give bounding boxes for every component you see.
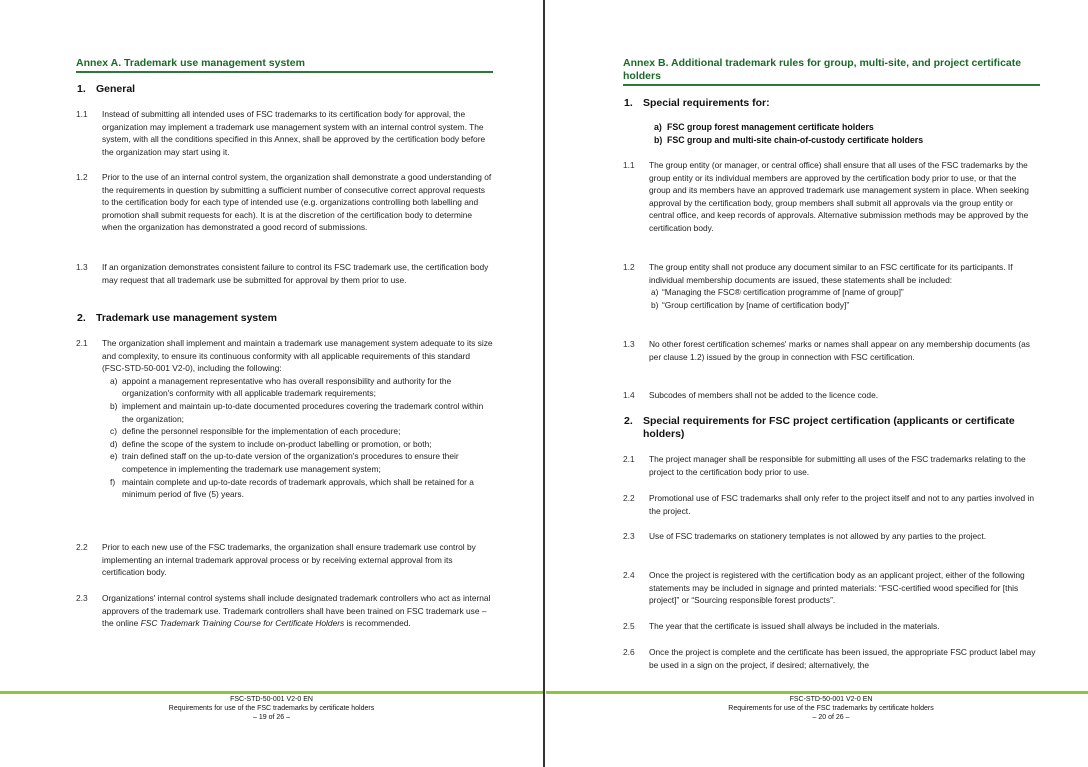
clause-text: Subcodes of members shall not be added to the licence code. <box>649 390 879 400</box>
section-title: Special requirements for: <box>643 97 770 109</box>
section-1-heading <box>624 97 1044 110</box>
clause-number: 1.3 <box>623 339 635 349</box>
list-item: c) define the personnel responsible for the implementation of each procedure; <box>110 426 401 437</box>
clause-number: 2.3 <box>623 531 635 541</box>
clause-1-2 <box>623 261 1039 311</box>
list-item: a) “Managing the FSC® certification programme of [name of group]” <box>651 287 904 298</box>
clause-2-2 <box>76 541 494 579</box>
clause-2-2 <box>623 492 1039 517</box>
training-course-title: FSC Trademark Training Course for Certificate Holders <box>140 618 345 629</box>
clause-text: The group entity (or manager, or central office) shall ensure that all uses of the FSC trademarks by the group entity or its individual members are approved by the certification body prior to use, or that the group and its members have an approved trademark use management system in place. When seeking approval by the certification body, group members shall submit all approvals via the group entity or central office, and keep records of approvals. Alternative submission methods may be approved by the certification body. <box>649 160 1029 233</box>
page-footer <box>546 695 1088 722</box>
footer-code: FSC-STD-50-001 V2-0 EN <box>789 696 873 703</box>
section-number: 2. <box>77 312 86 324</box>
clause-text: No other forest certification schemes' marks or names shall appear on any membership documents (as per clause 1.2) issued by the group in connection with FSC certification. <box>649 339 1030 362</box>
clause-2-1 <box>76 337 494 501</box>
list-item: e) train defined staff on the up-to-date version of the organization's procedures to ensure their competence in implementing the trademark use management system; <box>110 451 459 474</box>
clause-list <box>102 375 494 501</box>
section-number: 1. <box>624 97 633 109</box>
clause-2-1 <box>623 453 1039 478</box>
clause-text: Prior to each new use of the FSC trademarks, the organization shall ensure trademark use control by implementing an internal trademark approval process or by receiving external approval from its certification body. <box>102 542 476 578</box>
clause-number: 2.4 <box>623 570 635 580</box>
clause-text: Use of FSC trademarks on stationery templates is not allowed by any parties to the project. <box>649 531 987 541</box>
section-2-heading <box>624 415 1044 441</box>
clause-2-5 <box>623 620 1039 633</box>
section-number: 2. <box>624 415 633 427</box>
section-1-heading <box>77 83 497 96</box>
list-item: f) maintain complete and up-to-date records of trademark approvals, which shall be retained for a minimum period of five (5) years. <box>110 476 474 500</box>
section-title: Trademark use management system <box>96 312 277 324</box>
section-2-heading <box>77 312 497 325</box>
clause-text: The organization shall implement and maintain a trademark use management system adequate to its size and complexity, to ensure its continuous conformity with all applicable requirements of this standard (FSC-STD-50-001 V2-0), including the following: <box>102 338 493 374</box>
clause-text: Prior to the use of an internal control system, the organization shall demonstrate a good understanding of the requirements in question by submitting a sufficient number of consecutive correct approval requests to the certification body for each type of intended use (e.g. organizations controlling both labelling and promotion shall submit requests for each). It is at the discretion of the certification body to determine when the organization has demonstrated a good record of submissions. <box>102 172 492 233</box>
clause-number: 2.1 <box>76 338 88 348</box>
section-title: General <box>96 83 136 95</box>
page-19 <box>0 0 543 767</box>
clause-text: Organizations' internal control systems shall include designated trademark controllers who act as internal approvers of the trademark use. Trademark controllers shall have been trained on FSC trademark use – the online FSC Trademark Training Course for Certificate Holders is recommended. <box>102 593 491 629</box>
list-item: b) FSC group and multi-site chain-of-custody certificate holders <box>654 135 924 145</box>
clause-text: Promotional use of FSC trademarks shall only refer to the project itself and not to any parties involved in the project. <box>649 493 1034 516</box>
page-20 <box>546 0 1088 767</box>
clause-number: 2.3 <box>76 593 88 603</box>
clause-1-3 <box>76 261 494 286</box>
annex-a-title: Annex A. Trademark use management system <box>76 57 493 73</box>
clause-list <box>649 286 1039 311</box>
applicability-list <box>654 121 1054 147</box>
section-number: 1. <box>77 83 86 95</box>
clause-number: 1.3 <box>76 262 88 272</box>
clause-text: Instead of submitting all intended uses of FSC trademarks to its certification body for approval, the organization may implement a trademark use management system with an internal control system. The system, with all the conditions specified in this Annex, shall be approved by the certification body before the organization may start using it. <box>102 109 486 157</box>
section-title: Special requirements for FSC project certification (applicants or certificate holders) <box>643 415 1015 440</box>
annex-b-title: Annex B. Additional trademark rules for group, multi-site, and project certificate holders <box>623 57 1040 86</box>
list-item: b) “Group certification by [name of certification body]” <box>651 299 850 310</box>
clause-number: 2.5 <box>623 621 635 631</box>
clause-2-3 <box>623 530 1039 543</box>
footer-code: FSC-STD-50-001 V2-0 EN <box>230 696 313 703</box>
list-item: b) implement and maintain up-to-date documented procedures covering the trademark control within the organization; <box>110 400 484 424</box>
clause-text: If an organization demonstrates consistent failure to control its FSC trademark use, the certification body may request that all trademark use be submitted for approval by them prior to use. <box>102 262 489 285</box>
footer-title: Requirements for use of the FSC trademarks by certificate holders <box>728 705 934 712</box>
clause-number: 2.2 <box>76 542 88 552</box>
list-item: a) appoint a management representative who has overall responsibility and authority for the organization's conformity with all applicable trademark requirements; <box>110 375 452 399</box>
clause-1-3 <box>623 338 1039 363</box>
clause-2-3 <box>76 592 494 630</box>
clause-text: Once the project is complete and the certificate has been issued, the appropriate FSC product label may be used in a sign on the project, if desired; alternatively, the <box>649 647 1036 670</box>
footer-rule <box>546 691 1088 694</box>
clause-text: Once the project is registered with the certification body as an applicant project, either of the following statements may be included in signage and printed materials: “FSC-certified wood specified for [this project]” or “Sourcing responsible forest products”. <box>649 570 1025 606</box>
clause-number: 2.6 <box>623 647 635 657</box>
clause-number: 2.2 <box>623 493 635 503</box>
footer-page-number: – 19 of 26 – <box>253 714 290 721</box>
clause-text: The group entity shall not produce any document similar to an FSC certificate for its participants. If individual membership documents are issued, these statements shall be included: <box>649 262 1013 285</box>
page-divider <box>543 0 545 767</box>
clause-number: 1.1 <box>76 109 88 119</box>
clause-1-1 <box>623 159 1039 235</box>
clause-text: The year that the certificate is issued shall always be included in the materials. <box>649 621 940 631</box>
clause-number: 2.1 <box>623 454 635 464</box>
clause-1-4 <box>623 389 1039 402</box>
clause-2-6 <box>623 646 1039 671</box>
clause-text: The project manager shall be responsible for submitting all uses of the FSC trademarks relating to the project to the certification body prior to use. <box>649 454 1026 477</box>
footer-page-number: – 20 of 26 – <box>812 714 850 721</box>
footer-title: Requirements for use of the FSC trademarks by certificate holders <box>168 705 375 712</box>
clause-number: 1.1 <box>623 160 635 170</box>
clause-number: 1.2 <box>76 172 88 182</box>
list-item: d) define the scope of the system to include on-product labelling or promotion, or both; <box>110 438 432 449</box>
clause-number: 1.2 <box>623 262 635 272</box>
page-footer <box>0 695 543 722</box>
clause-number: 1.4 <box>623 390 635 400</box>
clause-1-1 <box>76 108 494 158</box>
footer-rule <box>0 691 543 694</box>
clause-2-4 <box>623 569 1039 607</box>
clause-1-2 <box>76 171 494 234</box>
list-item: a) FSC group forest management certificate holders <box>654 122 874 132</box>
